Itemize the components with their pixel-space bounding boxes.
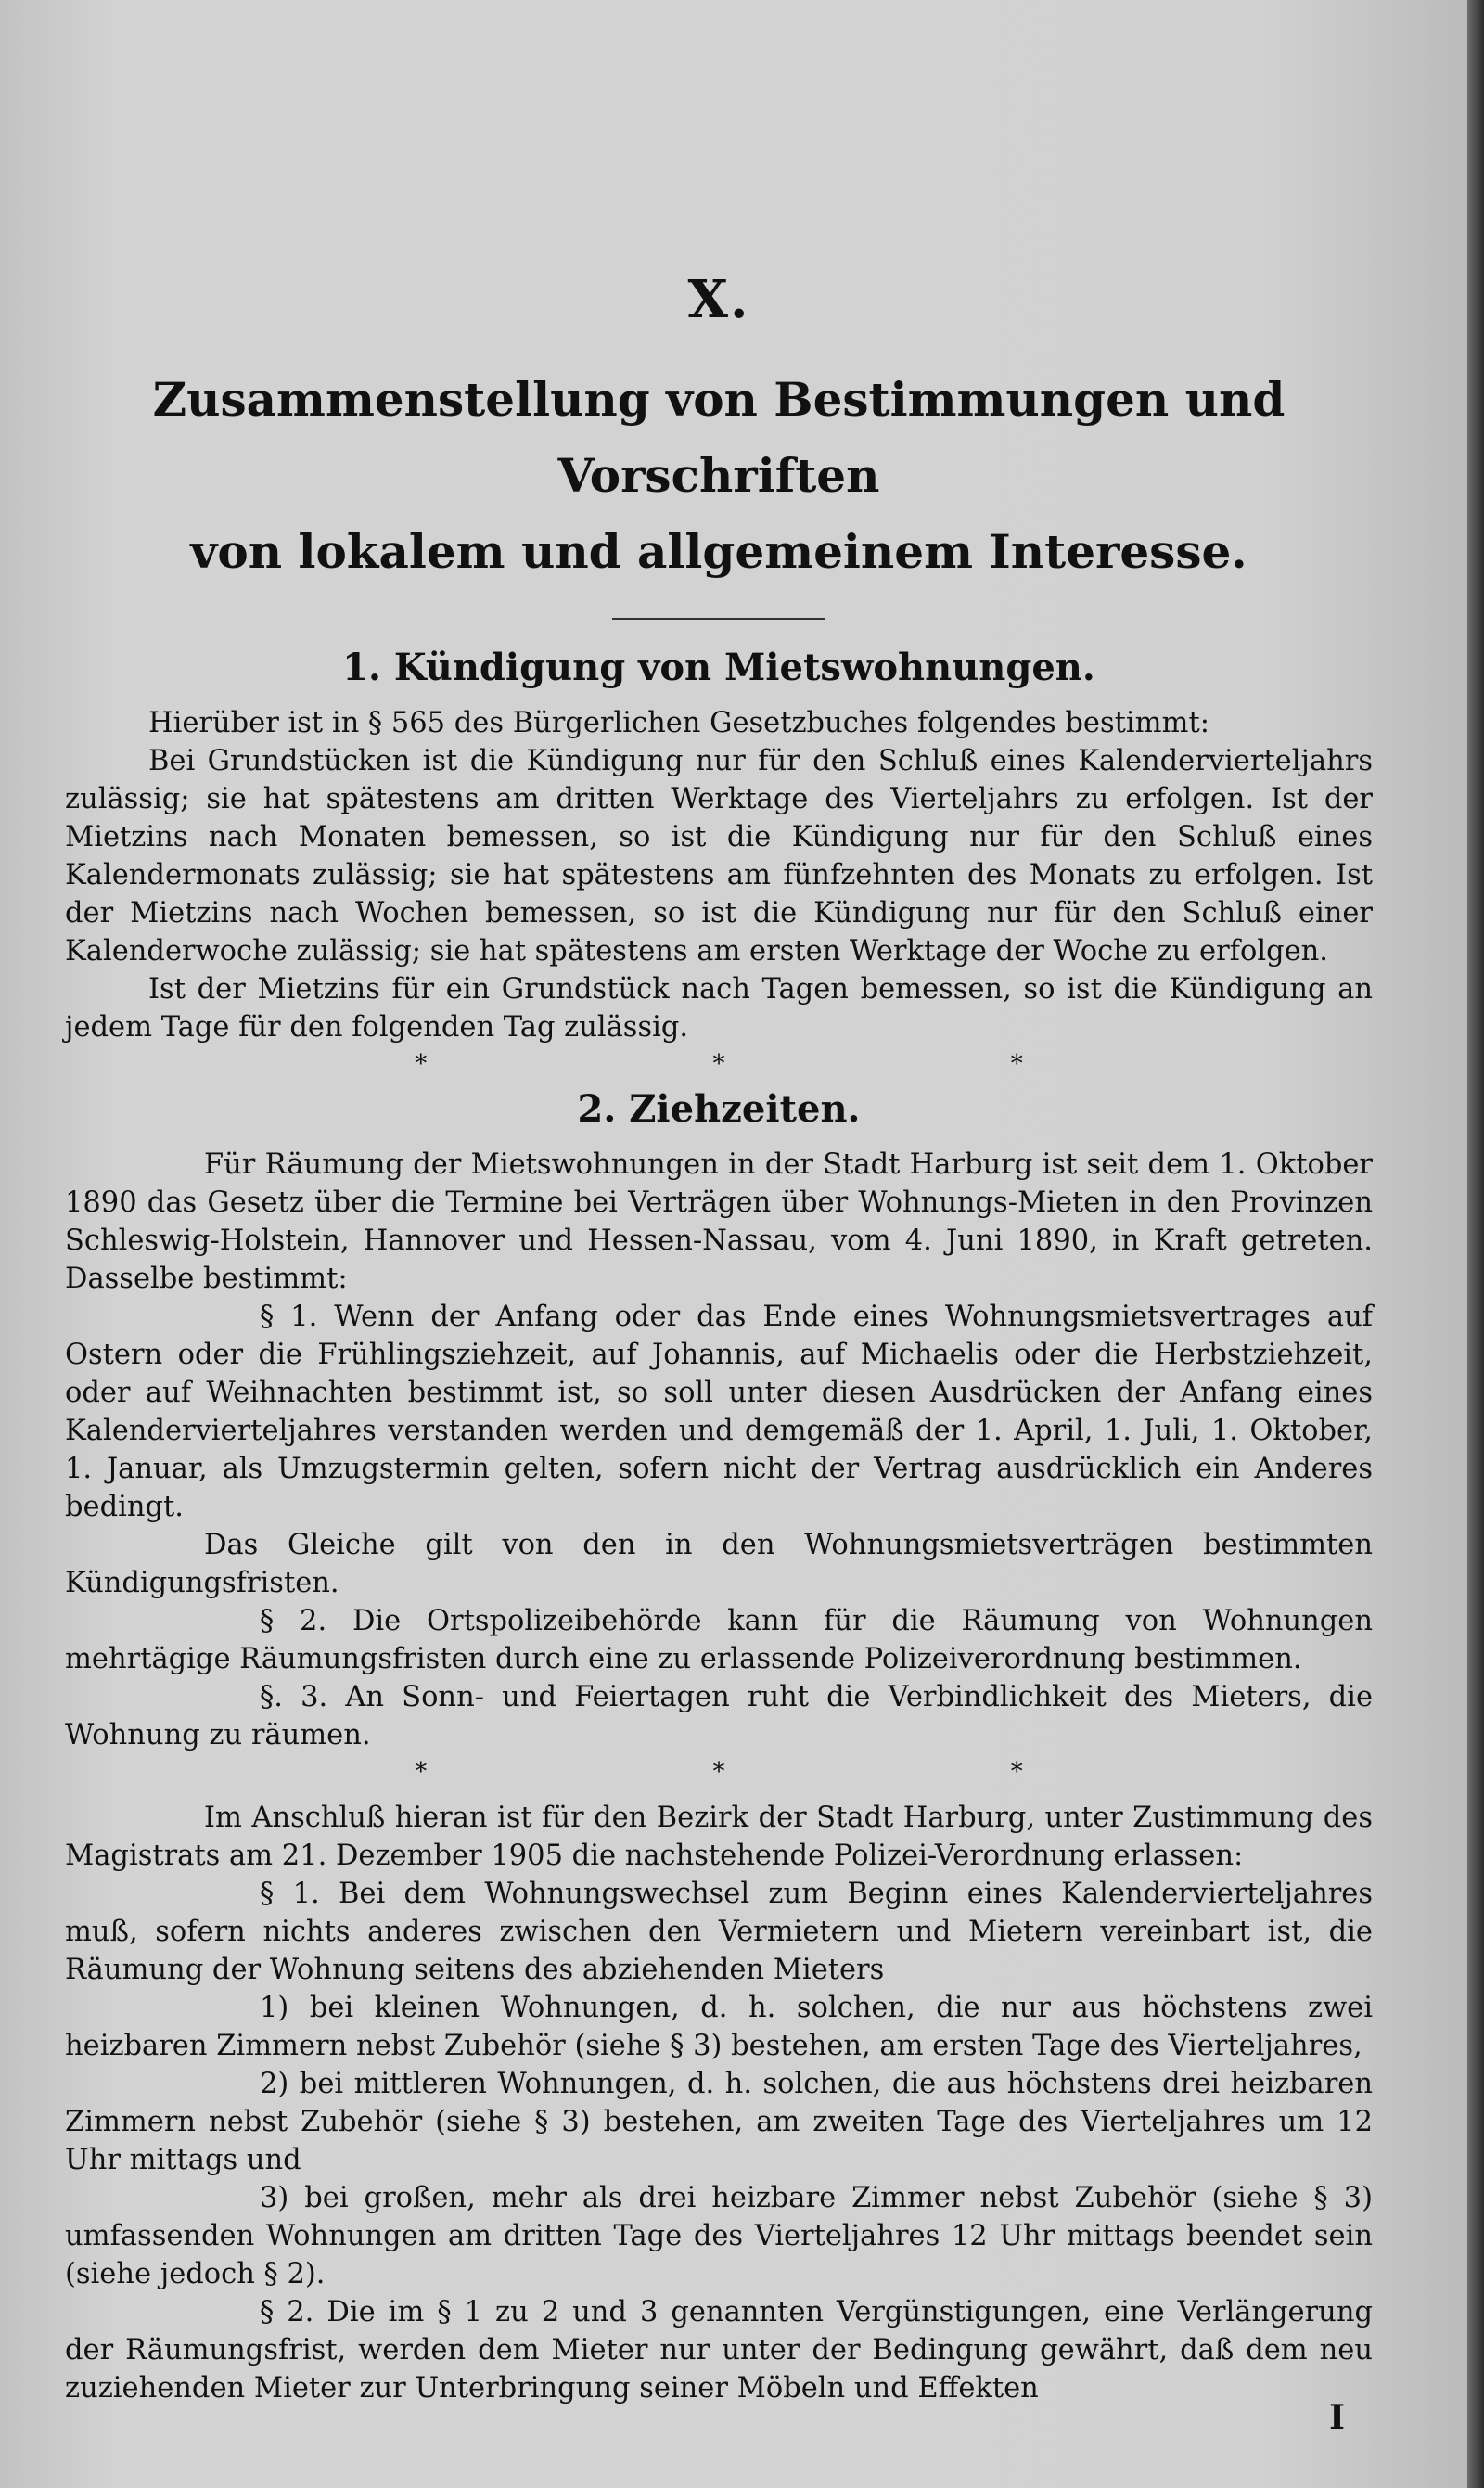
section1-paragraph: Ist der Mietzins für ein Grundstück nach Tagen bemessen, so ist die Kündigung an jedem Tage für den folgenden Tag zulässig. [65, 973, 1373, 1044]
chapter-title-line1: Zusammenstellung von Bestimmungen und Vorschriften [152, 372, 1286, 503]
page-edge-shadow [1467, 0, 1484, 2488]
section1-paragraph: Hierüber ist in § 565 des Bürgerlichen Gesetzbuches folgendes bestimmt: [148, 707, 1210, 739]
section3-paragraph: § 2. Die im § 1 zu 2 und 3 genannten Vergünstigungen, eine Verlängerung der Räumungsfrist, werden dem Mieter nur unter der Bedingung gewährt, daß dem neu zuziehenden Mieter zur Unterbringung seiner Möbeln und Effekten [65, 2296, 1373, 2405]
section1-title: 1. Kündigung von Mietswohnungen. [342, 646, 1095, 689]
section2-paragraph: Für Räumung der Mietswohnungen in der Stadt Harburg ist seit dem 1. Oktober 1890 das Gesetz über die Termine bei Verträgen über Wohnungs-Mieten in den Provinzen Schleswig-Holstein, Hannover und Hessen-Nassau, vom 4. Juni 1890, in Kraft getreten. Dasselbe bestimmt: [65, 1148, 1373, 1295]
chapter-title-line2: von lokalem und allgemeinem Interesse. [190, 524, 1247, 579]
section2-paragraph: § 1. Wenn der Anfang oder das Ende eines Wohnungsmietsvertrages auf Ostern oder die Frühlingsziehzeit, auf Johannis, auf Michaelis oder die Herbstziehzeit, oder auf Weihnachten bestimmt ist, so soll unter diesen Ausdrücken der Anfang eines Kalendervierteljahres verstanden werden und demgemäß der 1. April, 1. Juli, 1. Oktober, 1. Januar, als Umzugstermin gelten, sofern nicht der Vertrag ausdrücklich ein Anderes bedingt. [65, 1301, 1373, 1523]
section2-paragraph: Das Gleiche gilt von den in den Wohnungsmietsverträgen bestimmten Kündigungsfristen. [65, 1529, 1373, 1599]
section2-paragraph: §. 3. An Sonn- und Feiertagen ruht die Verbindlichkeit des Mieters, die Wohnung zu räumen. [65, 1681, 1373, 1751]
section3-paragraph: Im Anschluß hieran ist für den Bezirk der Stadt Harburg, unter Zustimmung des Magistrats am 21. Dezember 1905 die nachstehende Polizei-Verordnung erlassen: [65, 1802, 1373, 1872]
section3-paragraph: 1) bei kleinen Wohnungen, d. h. solchen, die nur aus höchstens zwei heizbaren Zimmern nebst Zubehör (siehe § 3) bestehen, am ersten Tage des Vierteljahres, [65, 1992, 1373, 2062]
title-divider [612, 618, 825, 620]
section2-paragraph: § 2. Die Ortspolizeibehörde kann für die Räumung von Wohnungen mehrtägige Räumungsfristen durch eine zu erlassende Polizeiverordnung bestimmen. [65, 1605, 1373, 1675]
chapter-numeral: X. [687, 269, 750, 330]
page-number: I [1329, 2398, 1345, 2437]
section3-paragraph: 2) bei mittleren Wohnungen, d. h. solchen, die aus höchstens drei heizbaren Zimmern nebst Zubehör (siehe § 3) bestehen, am zweiten Tage des Vierteljahres um 12 Uhr mittags und [65, 2068, 1373, 2176]
section3-paragraph: 3) bei großen, mehr als drei heizbare Zimmer nebst Zubehör (siehe § 3) umfassenden Wohnungen am dritten Tage des Vierteljahres 12 Uhr mittags beendet sein (siehe jedoch § 2). [65, 2182, 1373, 2290]
page-content [65, 269, 1373, 2407]
section3-paragraph: § 1. Bei dem Wohnungswechsel zum Beginn eines Kalendervierteljahres muß, sofern nichts anderes zwischen den Vermietern und Mietern vereinbart ist, die Räumung der Wohnung seitens des abziehenden Mieters [65, 1878, 1373, 1986]
section-separator-stars: * * * [415, 1050, 1162, 1078]
section2-title: 2. Ziehzeiten. [577, 1087, 861, 1131]
section1-paragraph: Bei Grundstücken ist die Kündigung nur für den Schluß eines Kalendervierteljahrs zulässig; sie hat spätestens am dritten Werktage des Vierteljahrs zu erfolgen. Ist der Mietzins nach Monaten bemessen, so ist die Kündigung nur für den Schluß eines Kalendermonats zulässig; sie hat spätestens am fünfzehnten des Monats zu erfolgen. Ist der Mietzins nach Wochen bemessen, so ist die Kündigung nur für den Schluß einer Kalenderwoche zulässig; sie hat spätestens am ersten Werktage der Woche zu erfolgen. [65, 745, 1373, 968]
section-separator-stars: * * * [415, 1758, 1162, 1786]
